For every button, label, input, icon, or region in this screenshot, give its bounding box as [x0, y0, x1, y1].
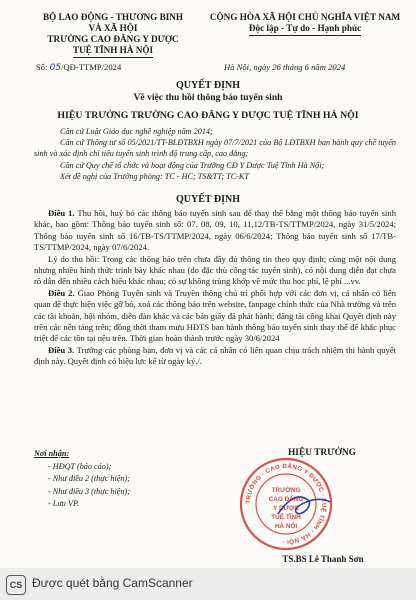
doc-number-suffix: /QĐ-TTMP/2024 — [61, 62, 122, 72]
recipients — [34, 448, 174, 511]
article-label: Điều 2. — [48, 287, 75, 298]
motto-line-1: CỘNG HÒA XÃ HỘI CHỦ NGHĨA VIỆT NAM — [209, 12, 401, 22]
svg-text:TRƯỜNG · CAO ĐẲNG Y DƯỢC · TUỆ: TRƯỜNG · CAO ĐẲNG Y DƯỢC · TUỆ TĨNH · HÀ NỘI · — [244, 462, 328, 546]
recipient-item: - HĐQT (báo cáo); — [48, 461, 112, 471]
doc-number-handwritten: 05 — [49, 63, 62, 73]
article — [34, 254, 396, 288]
article-label: Điều 3. — [48, 344, 75, 355]
svg-text:TUỆ TĨNH: TUỆ TĨNH — [271, 514, 301, 521]
agency-line-4: TUỆ TĨNH HÀ NỘI — [73, 45, 153, 58]
legal-basis-item: Căn cứ Quy chế tổ chức và hoạt động của Trường CĐ Y Dược Tuệ Tĩnh Hà Nội; — [60, 160, 325, 170]
scanner-footer — [0, 568, 416, 600]
legal-basis-item: Xét đề nghị của Trưởng phòng: TC - HC; TS&TT; TC-KT — [60, 171, 249, 181]
article — [34, 288, 396, 345]
document-number — [36, 62, 121, 73]
recipient-item: - Như điều 2 (thực hiện); — [48, 474, 130, 484]
decision-heading: QUYẾT ĐỊNH — [176, 194, 240, 205]
article-text: Trưởng các phòng ban, đơn vị và các cá nhân có liên quan chịu trách nhiệm thi hành quyết định này. Quyết định có hiệu lực kể từ ngày ký./. — [34, 344, 396, 367]
article — [34, 345, 396, 368]
article-text: Giao Phòng Tuyển sinh và Truyền thông chủ trì phối hợp với các đơn vị, cá nhân có liên quan để thực hiện việc gỡ bỏ, xoá các thông báo trên website, fanpage chính thức của Nhà trường và trên các tài khoản, hội nhóm, diễn đàn khác và các bản giấy đã phát hành; đăng tải công khai Quyết định này trên các nền tảng trên; đồng thời tham mưu HĐTS ban hành thông báo tuyển sinh thay thế để khắc phục triệt để các tồn tại nêu trên. Thời gian hoàn thành trước ngày 30/6/2024 — [34, 287, 396, 344]
issuer-heading: HIỆU TRƯỞNG TRƯỜNG CAO ĐẲNG Y DƯỢC TUỆ TĨNH HÀ NỘI — [57, 110, 359, 121]
svg-text:Y DƯỢC: Y DƯỢC — [273, 505, 299, 512]
legal-basis-item: Căn cứ Thông tư số 05/2021/TT-BLĐTBXH ngày 07/7/2021 của Bộ LĐTBXH ban hành quy chế tuyển sinh và xác định chỉ tiêu tuyển sinh trình độ trung cấp, cao đẳng; — [34, 138, 396, 159]
article-text: Lý do thu hồi: Trong các thông báo trên chưa đầy đủ thông tin theo quy định; cùng một nội dung nhưng nhiều hình thức trình bày khác nhau (do đặc thù công tác tuyển sinh), có nội dung diễn đạt chưa rõ dẫn đến nhiều cách hiểu khác nhau; có sự không trùng khớp về mức thu học phí, lệ phí ...vv. — [34, 253, 396, 287]
issue-date: Hà Nội, ngày 26 tháng 6 năm 2024 — [224, 62, 346, 72]
recipients-title: Nơi nhận: — [34, 449, 70, 458]
motto-line-2: Độc lập - Tự do - Hạnh phúc — [249, 23, 361, 36]
article — [34, 208, 396, 254]
agency-line-2: VÀ XÃ HỘI — [88, 23, 138, 33]
legal-bases — [34, 126, 396, 182]
decision-body — [34, 208, 396, 368]
scanner-caption: Được quét bằng CamScanner — [32, 576, 193, 590]
legal-basis-item: Căn cứ Luật Giáo dục nghề nghiệp năm 2014; — [60, 127, 213, 136]
document-title: QUYẾT ĐỊNH — [176, 80, 240, 91]
agency-line-1: BỘ LAO ĐỘNG - THƯƠNG BINH — [42, 12, 184, 22]
recipient-item: - Lưu VP. — [48, 499, 79, 509]
svg-text:TRƯỜNG: TRƯỜNG — [271, 487, 301, 494]
svg-text:HÀ NỘI: HÀ NỘI — [274, 523, 298, 530]
article-text: Thu hồi, huỷ bỏ các thông báo tuyển sinh sau để thay thế bằng một thông báo tuyển sinh khác, bao gồm: Thông báo tuyển sinh số: 07. 08, 09, 10, 11,12/TB-TS/TTMP/2024, ngày 31/5/2024; Thông báo tuyển sinh số 16/TB-TS/TTMP/2024, ngày 06/6/2024; Thông báo tuyển sinh số 17/TB-TS/TTMP/2024, ngày 07/6/2024. — [34, 208, 397, 253]
article-label: Điều 1. — [48, 208, 75, 218]
signer-title: HIỆU TRƯỞNG — [288, 448, 356, 458]
document-subtitle: Về việc thu hồi thông báo tuyển sinh — [133, 92, 283, 103]
camscanner-logo-icon: CS — [6, 575, 26, 595]
doc-number-prefix: Số: — [36, 62, 48, 72]
national-motto — [198, 12, 412, 36]
issuing-agency — [28, 12, 198, 58]
recipient-item: - Như điều 3 (thực hiện); — [48, 486, 130, 496]
svg-text:CAO ĐẲNG: CAO ĐẲNG — [268, 496, 304, 503]
agency-line-3: TRƯỜNG CAO ĐẲNG Y DƯỢC — [47, 34, 179, 44]
official-seal-icon — [238, 456, 334, 552]
signer-name: TS.BS Lê Thanh Sơn — [282, 554, 364, 564]
